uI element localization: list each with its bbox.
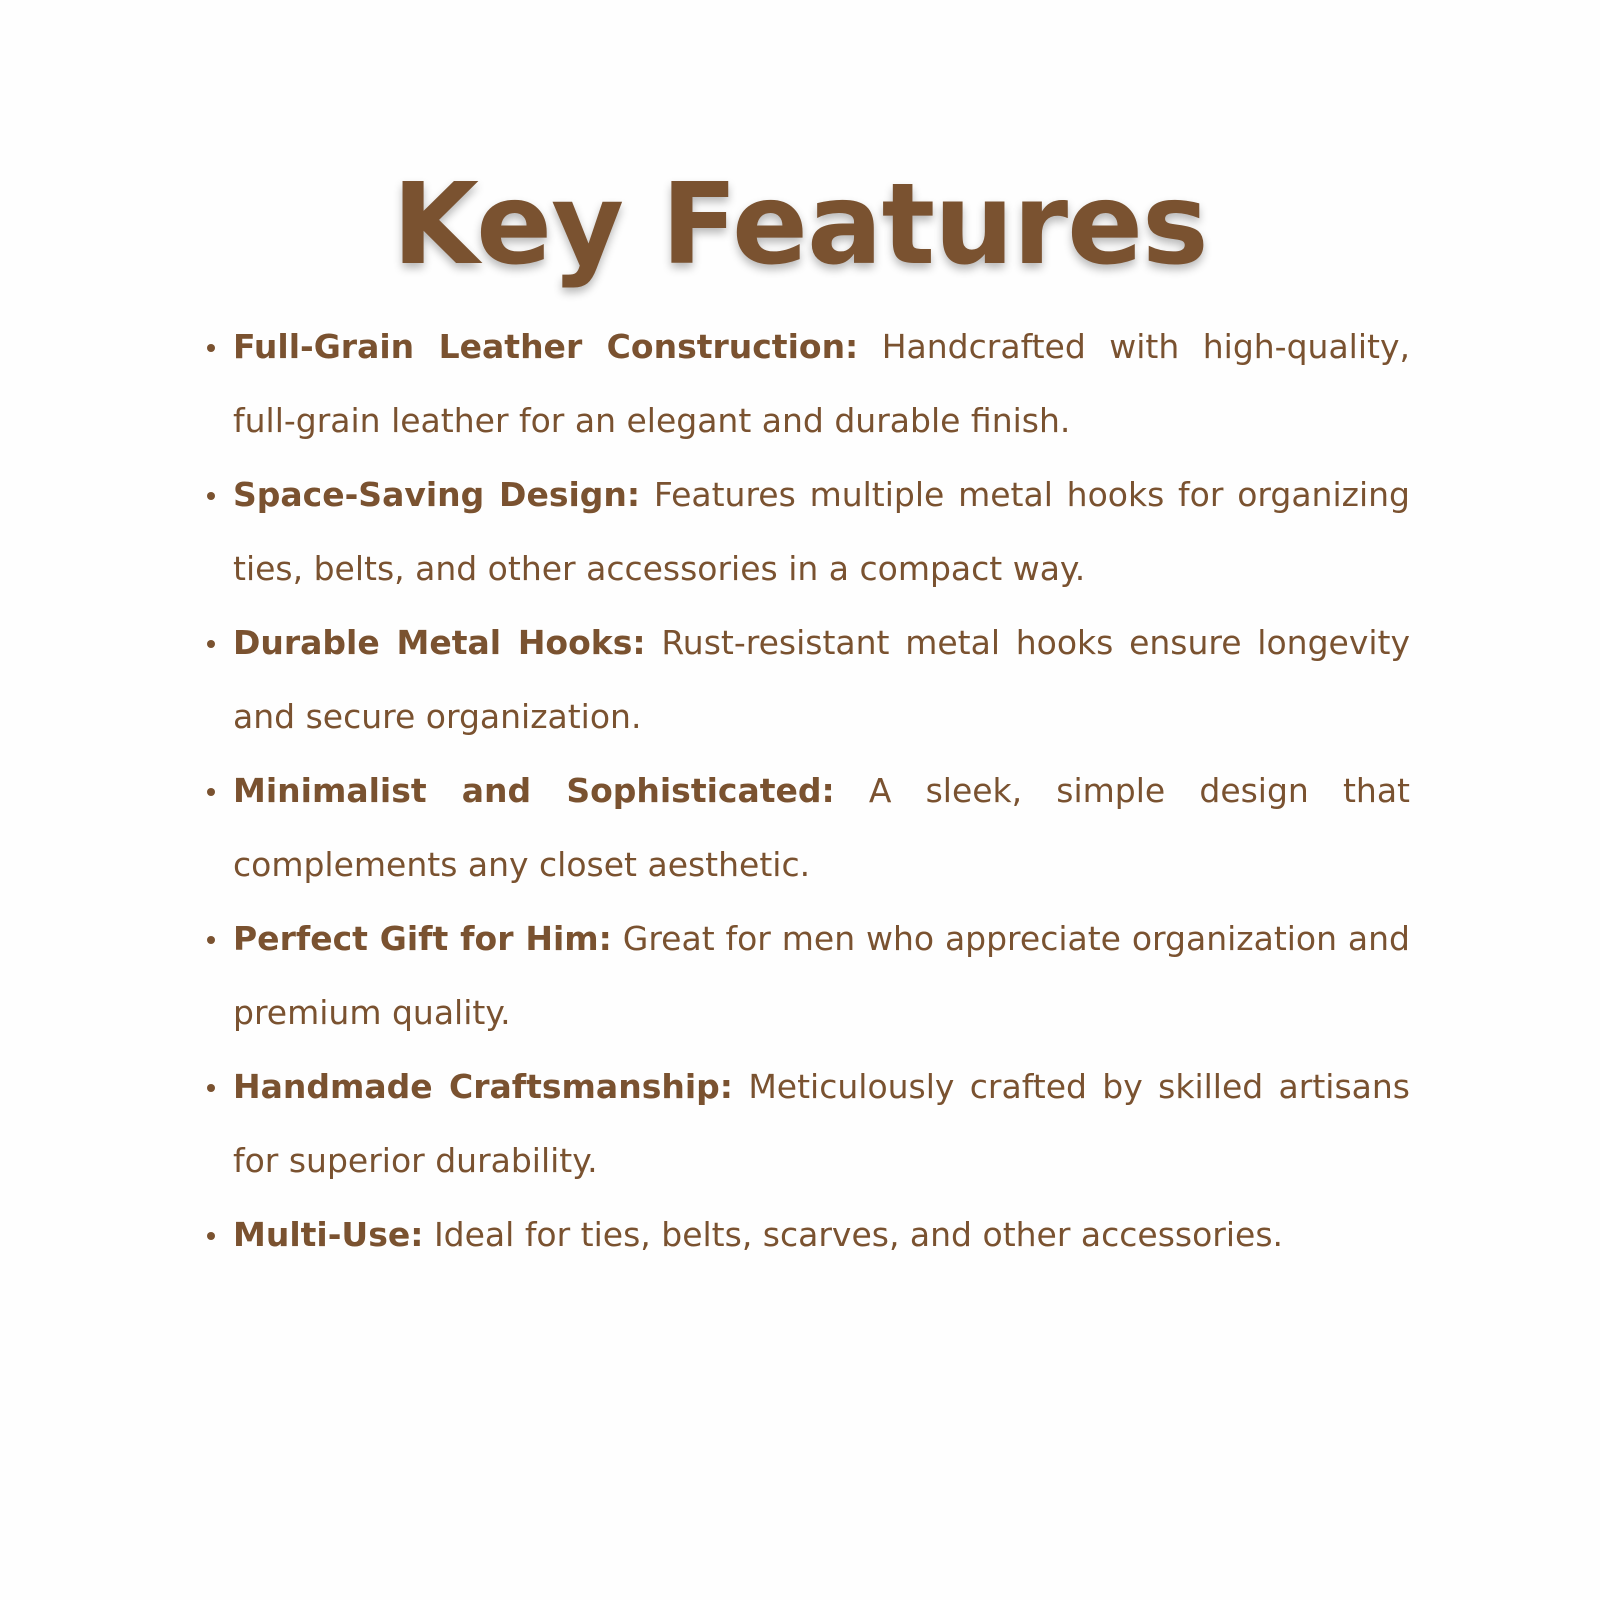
feature-item — [233, 1050, 1410, 1198]
feature-text: Meticulously crafted by skilled artisans for superior durability. — [233, 1067, 1410, 1180]
feature-text: Rust-resistant metal hooks ensure longevity and secure organization. — [233, 623, 1410, 736]
feature-text: Features multiple metal hooks for organizing ties, belts, and other accessories in a compact way. — [233, 475, 1410, 588]
feature-text: A sleek, simple design that complements any closet aesthetic. — [233, 771, 1410, 884]
feature-label: Perfect Gift for Him: — [233, 919, 612, 958]
feature-label: Space-Saving Design: — [233, 475, 641, 514]
feature-item — [233, 1198, 1410, 1272]
feature-item — [233, 902, 1410, 1050]
feature-label: Multi-Use: — [233, 1215, 424, 1254]
feature-label: Durable Metal Hooks: — [233, 623, 646, 662]
feature-label: Handmade Craftsmanship: — [233, 1067, 733, 1106]
page-title: Key Features — [392, 160, 1208, 290]
feature-text: Ideal for ties, belts, scarves, and other accessories. — [433, 1215, 1284, 1254]
feature-list — [233, 310, 1410, 1272]
feature-item — [233, 458, 1410, 606]
feature-label: Full-Grain Leather Construction: — [233, 327, 859, 366]
feature-label: Minimalist and Sophisticated: — [233, 771, 835, 810]
feature-item — [233, 310, 1410, 458]
feature-item — [233, 606, 1410, 754]
feature-text: Great for men who appreciate organization and premium quality. — [233, 919, 1410, 1032]
feature-item — [233, 754, 1410, 902]
feature-text: Handcrafted with high-quality, full-grain leather for an elegant and durable finish. — [233, 327, 1410, 440]
